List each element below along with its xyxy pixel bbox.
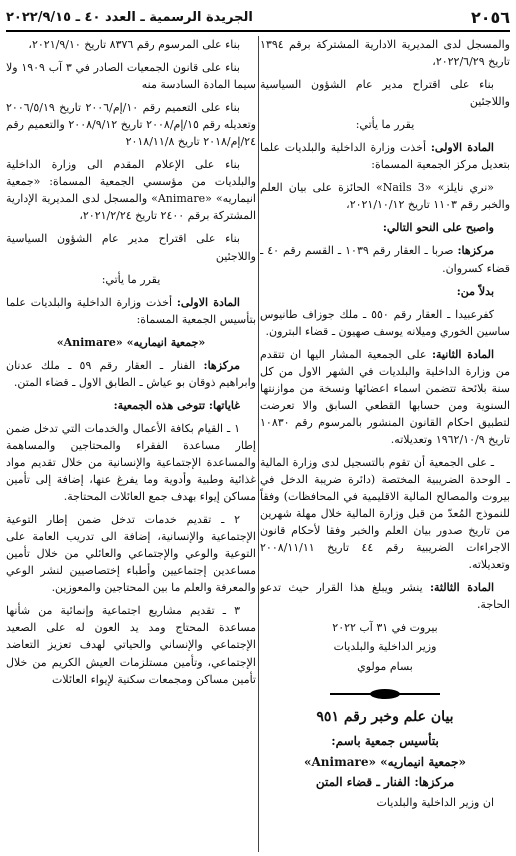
- goal-2: ٢ ـ تقديم خدمات تدخل ضمن إطار التوعية الإجتماعية والإنسانية، إضافة الى تدريب العامة على التوعية والوعي والإجتماعي والعائلي من خلال تأمين مساعدين إجتماعيين وأطباء إختصاصيين لنشر الوعي والمعرفة والعلم ما بين المحتاجين والمعوزين.: [6, 513, 256, 595]
- decision-assoc-name: «جمعية انيماريه» «Animare»: [303, 754, 467, 769]
- goals-heading: غاياتها: تتوخى هذه الجمعية:: [113, 398, 240, 412]
- decides-heading: يقرر ما يأتي:: [101, 272, 161, 286]
- decision-intro: ان وزير الداخلية والبلديات: [376, 796, 494, 810]
- article-2-tax: ـ على الجمعية أن تقوم بالتسجيل لدى وزارة المالية ـ الوحدة الضريبية المختصة (دائرة ضريبة الدخل في بيروت والمصالح المالية الاقليمية في المحافظات) وفقاً للنموذج المُعدّ من قبل وزارة المالية خلال مهلة شهرين من تاريخ صدور بيان العلم والخبر وفقا لأحكام قانون الاجراءات الضريبية رقم ٤٤ تاريخ ٢٠٠٨/١١/١١ وتعديلاته.: [260, 455, 510, 572]
- article-1: المادة الاولى: أخذت وزارة الداخلية والبلديات علما بتأسيس الجمعية المسماة:: [6, 295, 256, 326]
- paragraph: بناء على قانون الجمعيات الصادر في ٣ آب ١٩٠٩ ولا سيما المادة السادسة منه: [6, 61, 256, 92]
- paragraph: بناء على المرسوم رقم ٨٣٧٦ تاريخ ٢٠٢١/٩/١٠،: [28, 38, 240, 51]
- article-2: المادة الثانية: على الجمعية المشار اليها ان تتقدم من وزارة الداخلية والبلديات في الشهر الاول من كل سنة بلائحة تتضمن اسماء اعضائها ونسخة من موازنتها السنوية ومن حسابها القطعي السابق والا تعرضت لتطبيق احكام القانون المنشور بالمرسوم رقم ١٠٨٣٠ تاريخ ١٩٦٢/١٠/٩ وتعديلاته.: [260, 347, 510, 446]
- left-column: [6, 36, 256, 852]
- became-heading: واصبح على النحو التالي:: [382, 221, 494, 235]
- decision-title: بيان علم وخبر رقم ٩٥١: [316, 708, 454, 725]
- paragraph: بناء على اقتراح مدير عام الشؤون السياسية واللاجئين: [6, 232, 256, 263]
- goal-1: ١ ـ القيام بكافة الأعمال والخدمات التي تدخل ضمن إطار مساعدة الفقراء والمحتاجين والمساهمة والمساعدة الإجتماعية والإنسانية من خلال تقديم مواد غذائية وطبية وأدوية وما يفرغ عنها، إضافة إلى تأمين مساكن إيواء بهدف جمع العائلات المحتاجة.: [6, 421, 256, 504]
- section-separator: [330, 689, 440, 699]
- decision-hq: مركزها: الفنار ـ قضاء المتن: [315, 775, 455, 790]
- association-name: «جمعية انيماريه» «Animare»: [56, 335, 206, 349]
- article-3: المادة الثالثة: ينشر ويبلغ هذا القرار حيث تدعو الحاجة.: [260, 581, 510, 612]
- goal-3: ٣ ـ تقديم مشاريع اجتماعية وإنمائية من شأنها مساعدة المحتاج ومد يد العون له على الصعيد الإجتماعي والإنساني والحياتي لهدف تعزيز التعاضد الإجتماعي، وتأمين مستلزمات العيش الكريم من خلال تأمين مساكن ومجمعات سكنية لإيواء العائلات: [6, 604, 256, 686]
- minister-name: بسام مولوي: [357, 659, 413, 673]
- paragraph: بناء على اقتراح مدير عام الشؤون السياسية واللاجئين: [260, 78, 510, 109]
- old-hq: كفرعبيدا ـ العقار رقم ٥٥٠ ـ ملك جوزاف طانيوس ساسين الخوري وميلانه يوسف صهيون ـ قضاء البترون.: [260, 307, 510, 338]
- issue-line: الجريدة الرسمية ـ العدد ٤٠ ـ ٢٠٢٢/٩/١٥: [6, 9, 253, 25]
- decides-heading: يقرر ما يأتي:: [355, 118, 415, 132]
- paragraph: بناء على الإعلام المقدم الى وزارة الداخلية والبلديات من مؤسسي الجمعية المسماة: «جمعية انيماريه» «Animare» والمسجل لدى المديرية الإدارية المشتركة برقم ٢٤٠٠ تاريخ ٢٠٢١/٢/٢٤،: [6, 158, 256, 223]
- instead-heading: بدلاً من:: [456, 284, 494, 298]
- hq: مركزها: الفنار ـ العقار رقم ٥٩ ـ ملك عدنان وابراهيم ذوقان بو عياش ـ الطابق الاول ـ قضاء المتن.: [6, 358, 256, 389]
- association-name: «نري نايلز» «3 Nails» الحائزة على بيان العلم والخبر رقم ١١٠٣ تاريخ ٢٠٢١/١٠/١٢،: [260, 181, 510, 212]
- column-divider: [258, 36, 259, 852]
- article-1: المادة الاولى: أخذت وزارة الداخلية والبلديات علما بتعديل مركز الجمعية المسماة:: [260, 141, 510, 172]
- right-column: [260, 36, 510, 852]
- page-header: [6, 6, 510, 28]
- header-rule: [6, 30, 510, 32]
- minister-title: وزير الداخلية والبلديات: [333, 640, 437, 654]
- paragraph: بناء على التعميم رقم ١٠/إم/٢٠٠٦ تاريخ ٢٠٠٦/٥/١٩ وتعديله رقم ١٥/إم/٢٠٠٨ تاريخ ٢٠٠٨/٩/١٢ والتعميم رقم ٢٤/إم/٢٠١٨ تاريخ ٢٠١٨/١١/٨: [6, 101, 256, 149]
- new-hq: مركزها: صربا ـ العقار رقم ١٠٣٩ ـ القسم رقم ٤٠ ـ قضاء كسروان.: [260, 244, 510, 275]
- decision-subtitle: بتأسيس جمعية باسم:: [331, 734, 439, 749]
- paragraph: والمسجل لدى المديرية الادارية المشتركة برقم ١٣٩٤ تاريخ ٢٠٢٢/٦/٢٩،: [260, 38, 510, 69]
- place-date: بيروت في ٣١ آب ٢٠٢٢: [332, 621, 438, 635]
- page-number: ٢٠٥٦: [470, 7, 510, 27]
